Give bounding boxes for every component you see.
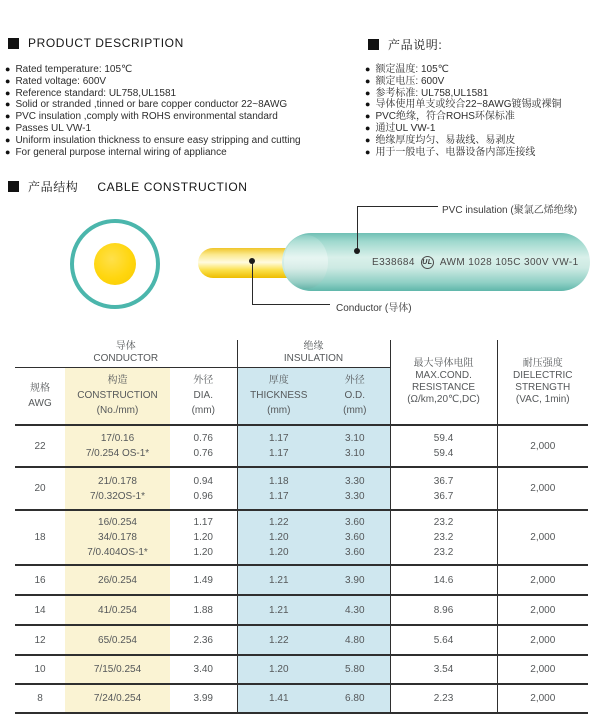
list-item: ● Solid or stranded ,tinned or bare copper conductor 22~8AWG (5, 99, 288, 111)
leader-dot (354, 248, 360, 254)
resistance-cell: 5.64 (390, 625, 497, 655)
dielectric-cell: 2,000 (497, 510, 588, 565)
dia-column-header: 外径 DIA. (mm) (170, 367, 237, 425)
thickness-cell: 1.21 (237, 565, 320, 595)
bullet-icon: ● (5, 146, 11, 157)
list-item: ● 参考标准: UL758,UL1581 (365, 87, 489, 99)
bullet-icon: ● (365, 146, 371, 157)
product-description-title-text: PRODUCT DESCRIPTION (28, 36, 184, 50)
insulation-group-header: 绝缘 INSULATION (237, 340, 390, 367)
bullet-icon: ● (365, 87, 371, 98)
construction-cell: 7/15/0.254 (65, 655, 170, 684)
od-cell: 4.80 (320, 625, 390, 655)
table-row-awg8 (15, 684, 588, 713)
awg-cell: 10 (15, 655, 65, 684)
bullet-icon: ● (5, 75, 11, 86)
table-row-awg12 (15, 625, 588, 655)
bullet-icon: ● (365, 99, 371, 110)
od-cell: 5.80 (320, 655, 390, 684)
conductor-label: Conductor (导体) (336, 303, 412, 314)
cable-print-text (372, 256, 579, 269)
resistance-cell: 23.2 23.2 23.2 (390, 510, 497, 565)
dia-cell: 1.49 (170, 565, 237, 595)
awg-cell: 18 (15, 510, 65, 565)
list-item: ● 额定温度: 105℃ (365, 64, 449, 75)
dia-cell: 0.76 0.76 (170, 425, 237, 467)
list-item: ● Rated voltage: 600V (5, 75, 107, 87)
list-item: ● For general purpose internal wiring of appliance (5, 146, 227, 158)
od-column-header: 外径 O.D. (mm) (320, 367, 390, 425)
dielectric-cell: 2,000 (497, 425, 588, 467)
cable-construction-title-en: CABLE CONSTRUCTION (97, 179, 248, 194)
od-cell: 3.60 3.60 3.60 (320, 510, 390, 565)
awg-cell: 12 (15, 625, 65, 655)
dielectric-cell: 2,000 (497, 684, 588, 713)
list-item: ● Reference standard: UL758,UL1581 (5, 87, 177, 99)
bullet-icon: ● (365, 122, 371, 133)
table-row-awg22 (15, 425, 588, 467)
square-bullet-icon (368, 39, 379, 50)
od-cell: 3.30 3.30 (320, 467, 390, 510)
cable-construction-title (8, 178, 248, 195)
thickness-cell: 1.22 1.20 1.20 (237, 510, 320, 565)
bullet-icon: ● (365, 111, 371, 122)
dielectric-cell: 2,000 (497, 625, 588, 655)
dia-cell: 2.36 (170, 625, 237, 655)
bullet-icon: ● (365, 75, 371, 86)
dia-cell: 3.40 (170, 655, 237, 684)
leader-line (357, 206, 438, 207)
dia-cell: 1.88 (170, 595, 237, 625)
leader-dot (249, 258, 255, 264)
table-row-awg20 (15, 467, 588, 510)
cable-construction-title-zh: 产品结构 (28, 180, 79, 194)
table-row-awg16 (15, 565, 588, 595)
od-cell: 3.90 (320, 565, 390, 595)
dielectric-column-header: 耐压强度 DIELECTRIC STRENGTH (VAC, 1min) (497, 340, 588, 425)
cable-cross-section-conductor (94, 243, 136, 285)
group-header-row (15, 340, 588, 367)
bullet-icon: ● (5, 87, 11, 98)
list-item: ● PVC绝缘，符合ROHS环保标准 (365, 111, 515, 123)
construction-cell: 17/0.16 7/0.254 OS-1* (65, 425, 170, 467)
thickness-column-header: 厚度 THICKNESS (mm) (237, 367, 320, 425)
awg-cell: 8 (15, 684, 65, 713)
list-item: ● Passes UL VW-1 (5, 122, 92, 134)
awg-column-header: 规格 AWG (15, 367, 65, 425)
list-item: ● 额定电压: 600V (365, 75, 445, 87)
leader-line (252, 262, 253, 305)
construction-cell: 16/0.254 34/0.178 7/0.404OS-1* (65, 510, 170, 565)
resistance-cell: 14.6 (390, 565, 497, 595)
bullet-icon: ● (5, 111, 11, 122)
dia-cell: 0.94 0.96 (170, 467, 237, 510)
awg-cell: 14 (15, 595, 65, 625)
thickness-cell: 1.17 1.17 (237, 425, 320, 467)
construction-cell: 21/0.178 7/0.32OS-1* (65, 467, 170, 510)
product-notes-title-text: 产品说明: (388, 38, 443, 52)
bullet-icon: ● (5, 122, 11, 133)
dia-cell: 1.17 1.20 1.20 (170, 510, 237, 565)
thickness-cell: 1.20 (237, 655, 320, 684)
product-notes-list (365, 64, 600, 158)
insulation-label: PVC insulation (聚氯乙烯绝缘) (442, 205, 578, 216)
resistance-cell: 8.96 (390, 595, 497, 625)
construction-cell: 7/24/0.254 (65, 684, 170, 713)
cable-print-cert: E338684 (372, 257, 415, 268)
dia-cell: 3.99 (170, 684, 237, 713)
leader-line (252, 304, 330, 305)
bullet-icon: ● (5, 99, 11, 110)
resistance-cell: 36.7 36.7 (390, 467, 497, 510)
bullet-icon: ● (365, 64, 371, 74)
list-item: ● Rated temperature: 105℃ (5, 64, 133, 75)
product-description-title (8, 36, 184, 50)
list-item: ● 用于一般电子、电器设备内部连接线 (365, 146, 536, 158)
awg-cell: 20 (15, 467, 65, 510)
product-notes-title (368, 36, 442, 53)
resistance-column-header: 最大导体电阻 MAX.COND. RESISTANCE (Ω/km,20℃,DC) (390, 340, 497, 425)
list-item: ● Uniform insulation thickness to ensure easy stripping and cutting (5, 134, 301, 146)
table-row-awg10 (15, 655, 588, 684)
list-item: ● 绝缘厚度均匀、易裁线、易剥皮 (365, 134, 516, 146)
resistance-cell: 2.23 (390, 684, 497, 713)
dielectric-cell: 2,000 (497, 565, 588, 595)
resistance-cell: 59.4 59.4 (390, 425, 497, 467)
list-item: ● 导体使用单支或绞合22~8AWG镀锡或裸铜 (365, 99, 562, 111)
list-item: ● 通过UL VW-1 (365, 122, 436, 134)
od-cell: 3.10 3.10 (320, 425, 390, 467)
table-row-awg14 (15, 595, 588, 625)
dielectric-cell: 2,000 (497, 467, 588, 510)
spec-table (15, 340, 588, 714)
construction-cell: 41/0.254 (65, 595, 170, 625)
square-bullet-icon (8, 38, 19, 49)
awg-cell: 22 (15, 425, 65, 467)
thickness-cell: 1.41 (237, 684, 320, 713)
thickness-cell: 1.18 1.17 (237, 467, 320, 510)
product-description-list (5, 64, 360, 158)
dielectric-cell: 2,000 (497, 655, 588, 684)
leader-line (357, 206, 358, 251)
ul-logo-icon: UL (421, 256, 434, 269)
bullet-icon: ● (365, 134, 371, 145)
construction-cell: 65/0.254 (65, 625, 170, 655)
thickness-cell: 1.21 (237, 595, 320, 625)
construction-column-header: 构造 CONSTRUCTION (No./mm) (65, 367, 170, 425)
awg-cell: 16 (15, 565, 65, 595)
conductor-group-header: 导体 CONDUCTOR (15, 340, 237, 367)
bullet-icon: ● (5, 64, 11, 74)
construction-cell: 26/0.254 (65, 565, 170, 595)
square-bullet-icon (8, 181, 19, 192)
list-item: ● PVC insulation ,comply with ROHS environmental standard (5, 111, 278, 123)
thickness-cell: 1.22 (237, 625, 320, 655)
od-cell: 6.80 (320, 684, 390, 713)
bullet-icon: ● (5, 134, 11, 145)
resistance-cell: 3.54 (390, 655, 497, 684)
table-row-awg18 (15, 510, 588, 565)
dielectric-cell: 2,000 (497, 595, 588, 625)
od-cell: 4.30 (320, 595, 390, 625)
cable-print-spec: AWM 1028 105C 300V VW-1 (439, 257, 579, 268)
